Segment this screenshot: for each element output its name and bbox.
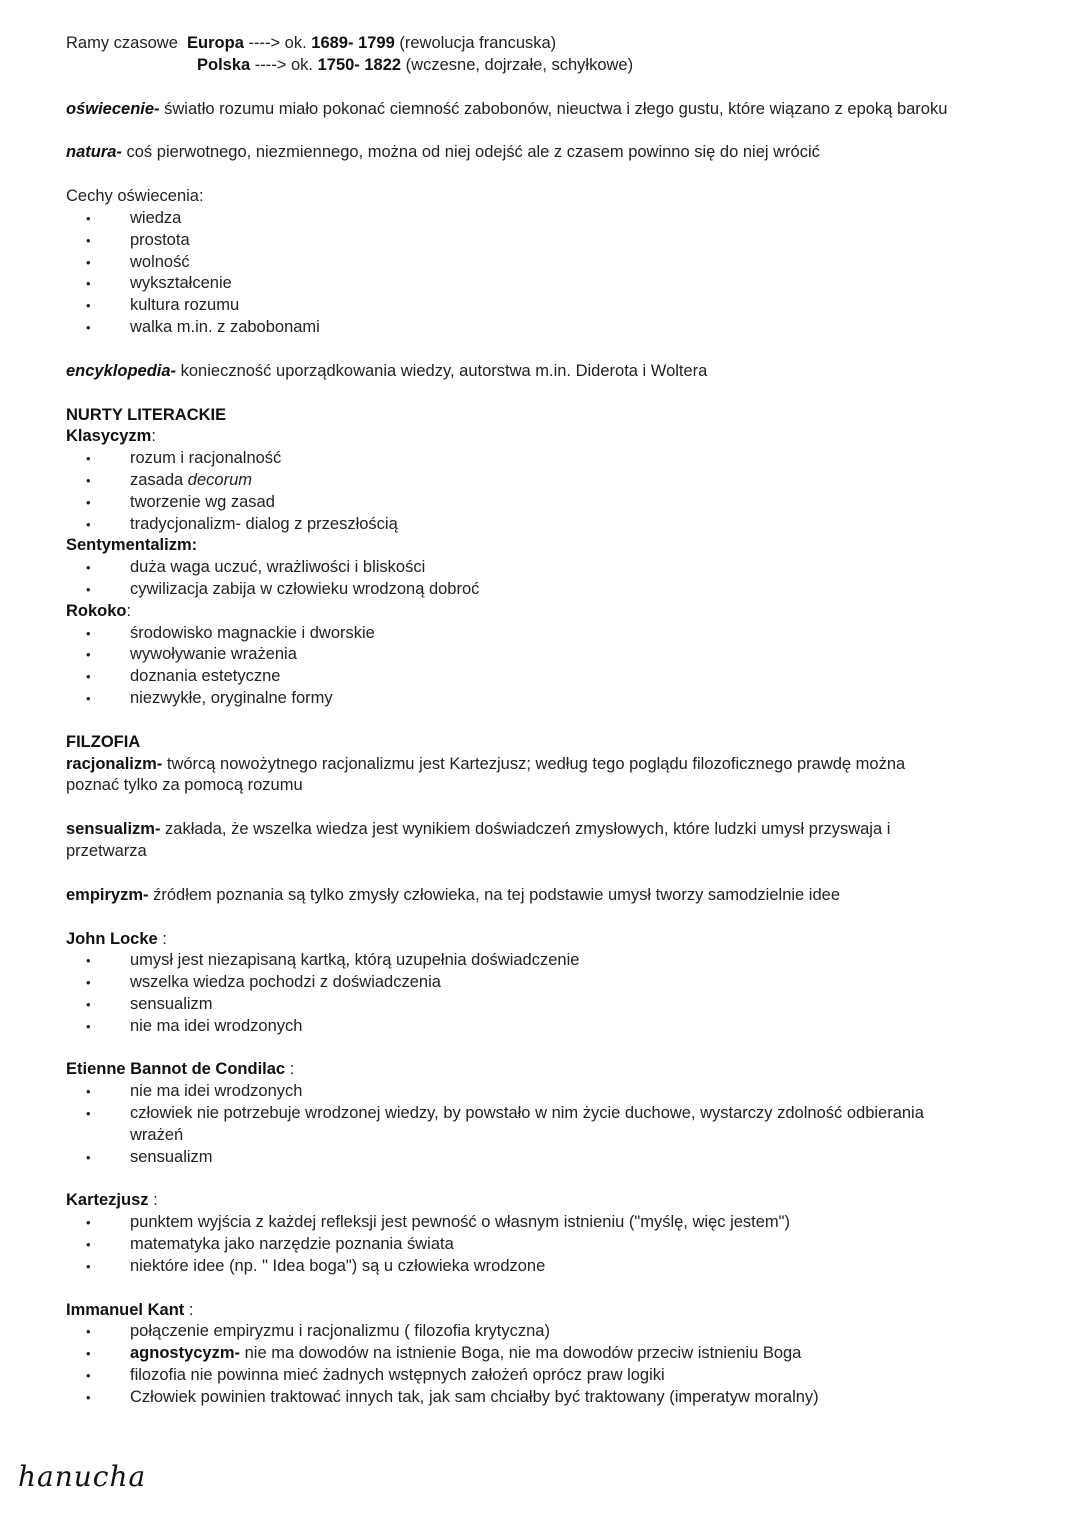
list-item: • wywoływanie wrażenia — [66, 644, 1041, 666]
locke-list — [66, 950, 1041, 1037]
item-text: człowiek nie potrzebuje wrodzonej wiedzy, by powstało w nim życie duchowe, wystarczy zdolność odbierania — [130, 1104, 924, 1123]
list-item: • cywilizacja zabija w człowieku wrodzoną dobroć — [66, 579, 1041, 601]
kartezjusz-list — [66, 1212, 1041, 1277]
definition-natura — [66, 142, 1041, 164]
locke-name: John Locke — [66, 929, 158, 948]
colon: : — [126, 601, 132, 620]
definition-text: twórcą nowożytnego racjonalizmu jest Kartezjusz; według tego poglądu filozoficznego prawdę można — [162, 754, 906, 773]
definition-sensualizm — [66, 819, 1041, 841]
heading-klasycyzm — [66, 426, 1041, 448]
list-item: • nie ma idei wrodzonych — [66, 1016, 1041, 1038]
list-item: • tworzenie wg zasad — [66, 492, 1041, 514]
list-item: • Człowiek powinien traktować innych tak, jak sam chciałby być traktowany (imperatyw moralny) — [66, 1387, 1041, 1409]
list-item: • umysł jest niezapisaną kartką, którą uzupełnia doświadczenie — [66, 950, 1041, 972]
definition-text: konieczność uporządkowania wiedzy, autorstwa m.in. Diderota i Woltera — [176, 361, 708, 380]
section-title-philosophy: FILZOFIA — [66, 732, 141, 751]
list-item: • tradycjonalizm- dialog z przeszłością — [66, 514, 1041, 536]
item-text: zasada — [130, 470, 188, 489]
list-item: • duża waga uczuć, wrażliwości i bliskości — [66, 557, 1041, 579]
list-item: • wiedza — [66, 208, 1041, 230]
list-item: • prostota — [66, 230, 1041, 252]
heading-condilac — [66, 1059, 1041, 1081]
list-item: • niezwykłe, oryginalne formy — [66, 688, 1041, 710]
item-text-cont: wrażeń — [130, 1125, 184, 1144]
document-page — [66, 33, 1041, 1409]
colon: : — [151, 427, 156, 446]
europe-note: (rewolucja francuska) — [394, 34, 557, 52]
list-item: • filozofia nie powinna mieć żadnych wstępnych założeń oprócz praw logiki — [66, 1365, 1041, 1387]
heading-kant — [66, 1300, 1041, 1322]
poland-arrow: ----> ok. — [250, 55, 318, 74]
poland-range: 1750- 1822 — [317, 55, 402, 74]
features-title: Cechy oświecenia: — [66, 187, 204, 206]
list-item: • połączenie empiryzmu i racjonalizmu ( filozofia krytyczna) — [66, 1321, 1041, 1343]
list-item: • wolność — [66, 252, 1041, 274]
europe-range: 1689- 1799 — [311, 34, 395, 52]
list-item: • matematyka jako narzędzie poznania świata — [66, 1234, 1041, 1256]
list-item: • walka m.in. z zabobonami — [66, 317, 1041, 339]
definition-racjonalizm — [66, 754, 1041, 776]
list-item — [66, 1103, 1041, 1147]
list-item: • nie ma idei wrodzonych — [66, 1081, 1041, 1103]
rokoko-name: Rokoko — [66, 601, 127, 620]
definition-empiryzm — [66, 885, 1041, 907]
heading-locke — [66, 929, 1041, 951]
term-sensualizm: sensualizm- — [66, 820, 161, 839]
colon: : — [285, 1060, 295, 1079]
definition-text: coś pierwotnego, niezmiennego, można od niej odejść ale z czasem powinno się do niej wrócić — [121, 143, 820, 162]
definition-sensualizm-cont: przetwarza — [66, 841, 147, 860]
poland-label: Polska — [197, 55, 251, 74]
colon: : — [148, 1191, 158, 1210]
colon: : — [157, 929, 167, 948]
term-racjonalizm: racjonalizm- — [66, 754, 163, 773]
colon: : — [184, 1300, 194, 1319]
kant-name: Immanuel Kant — [66, 1300, 185, 1319]
list-item: • sensualizm — [66, 994, 1041, 1016]
europe-arrow: ----> ok. — [243, 34, 312, 52]
item-text: nie ma dowodów na istnienie Boga, nie ma dowodów przeciw istnieniu Boga — [240, 1344, 802, 1363]
section-title-literary: NURTY LITERACKIE — [66, 405, 227, 424]
timeframe-europe — [66, 33, 1041, 55]
list-item: • kultura rozumu — [66, 295, 1041, 317]
europe-label: Europa — [187, 34, 244, 52]
sentymentalizm-list — [66, 557, 1041, 601]
definition-oswiecenie — [66, 99, 1041, 121]
features-list — [66, 208, 1041, 339]
list-item: • doznania estetyczne — [66, 666, 1041, 688]
term-encyklopedia: encyklopedia- — [66, 361, 177, 380]
decorum-term: decorum — [187, 470, 252, 489]
rokoko-list — [66, 623, 1041, 710]
list-item — [66, 470, 1041, 492]
klasycyzm-name: Klasycyzm — [66, 427, 152, 446]
list-item: • wszelka wiedza pochodzi z doświadczenia — [66, 972, 1041, 994]
list-item: • niektóre idee (np. " Idea boga") są u człowieka wrodzone — [66, 1256, 1041, 1278]
list-item: • sensualizm — [66, 1147, 1041, 1169]
kant-list — [66, 1321, 1041, 1408]
definition-racjonalizm-cont: poznać tylko za pomocą rozumu — [66, 776, 303, 795]
klasycyzm-list — [66, 448, 1041, 535]
list-item: • wykształcenie — [66, 273, 1041, 295]
poland-note: (wczesne, dojrzałe, schyłkowe) — [401, 55, 634, 74]
term-agnostycyzm: agnostycyzm- — [130, 1344, 241, 1363]
list-item — [66, 1343, 1041, 1365]
heading-kartezjusz — [66, 1190, 1041, 1212]
list-item: • środowisko magnackie i dworskie — [66, 623, 1041, 645]
list-item: • punktem wyjścia z każdej refleksji jest pewność o własnym istnieniu ("myślę, więc jestem") — [66, 1212, 1041, 1234]
list-item: • rozum i racjonalność — [66, 448, 1041, 470]
timeframe-poland — [66, 55, 1041, 77]
term-empiryzm: empiryzm- — [66, 885, 149, 904]
term-natura: natura- — [66, 143, 122, 162]
signature: hanucha — [18, 1460, 147, 1493]
condilac-name: Etienne Bannot de Condilac — [66, 1060, 286, 1079]
timeframe-label: Ramy czasowe — [66, 34, 178, 52]
definition-text: zakłada, że wszelka wiedza jest wynikiem doświadczeń zmysłowych, które ludzki umysł przyswaja i — [160, 820, 891, 839]
definition-text: źródłem poznania są tylko zmysły człowieka, na tej podstawie umysł tworzy samodzielnie idee — [148, 885, 840, 904]
definition-text: światło rozumu miało pokonać ciemność zabobonów, nieuctwa i złego gustu, które wiązano z epoką baroku — [159, 99, 948, 118]
term-oswiecenie: oświecenie- — [66, 99, 160, 118]
heading-sentymentalizm: Sentymentalizm: — [66, 536, 198, 555]
kartezjusz-name: Kartezjusz — [66, 1191, 149, 1210]
heading-rokoko — [66, 601, 1041, 623]
condilac-list — [66, 1081, 1041, 1168]
definition-encyklopedia — [66, 361, 1041, 383]
